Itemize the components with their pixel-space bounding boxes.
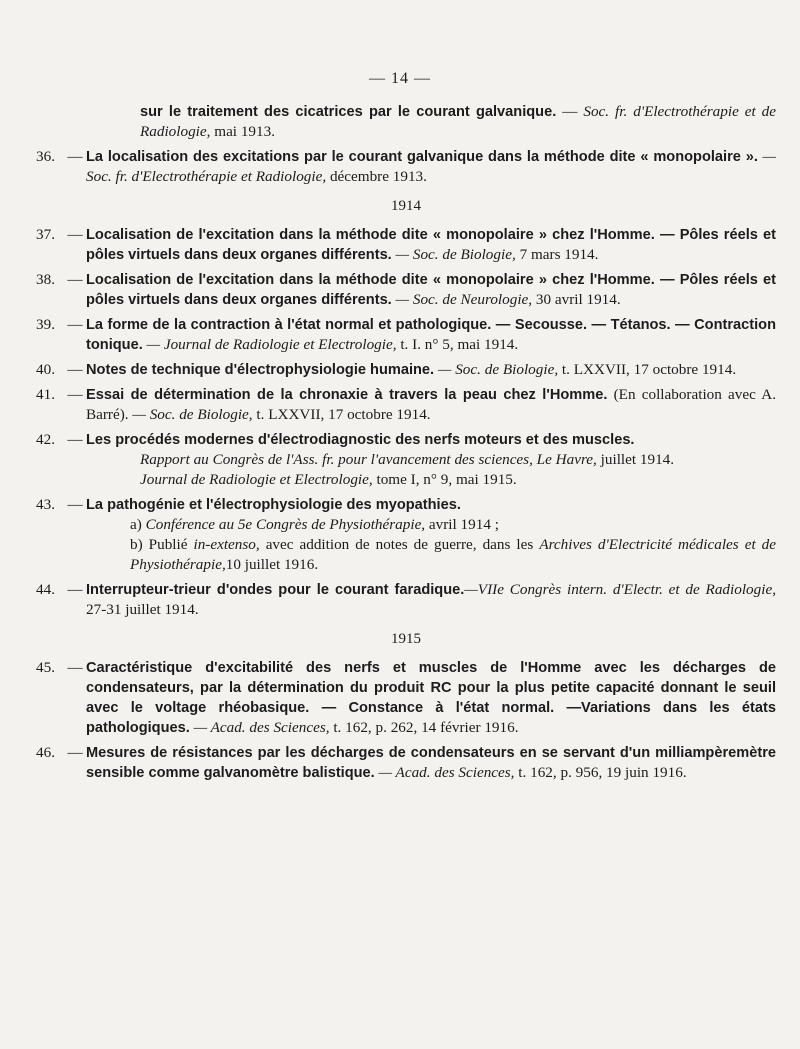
bibliography-list: [36, 102, 776, 788]
entry-collaboration: (En collaboration avec A. Barré).: [86, 386, 776, 423]
entry-37: 37. — Localisation de l'excitation dans la méthode dite « monopolaire » chez l'Homme. — Pôles réels et pôles virtuels dans deux organes différents. — Soc. de Biologie, 7 mars 1914.: [36, 226, 776, 263]
entry-title: Mesures de résistances par les décharges de condensateurs en se servant d'un milliampèremètre sensible comme galvanomètre balistique.: [86, 745, 776, 781]
year-heading-1915: 1915: [391, 631, 421, 647]
entry-date: t. LXXVII, 17 octobre 1914.: [252, 406, 431, 423]
entry-journal: — Acad. des Sciences,: [374, 764, 515, 781]
entry-journal: — Soc. de Biologie,: [391, 246, 516, 263]
page-number: — 14 —: [369, 70, 431, 87]
entry-title: sur le traitement des cicatrices par le courant galvanique.: [140, 104, 557, 120]
entry-date: 27-31 juillet 1914.: [86, 601, 199, 618]
entry-number: 39.: [36, 316, 55, 333]
entry-number: 38.: [36, 271, 55, 288]
entry-number: 37.: [36, 226, 55, 243]
entry-42: 42. — Les procédés modernes d'électrodiagnostic des nerfs moteurs et des muscles. Rapport au Congrès de l'Ass. fr. pour l'avancement des sciences, Le Havre, juillet 1914. Journal de Radiologie et Electrologie, tome I, n° 9, mai 1915.: [36, 430, 776, 490]
entry-item-b: b) Publié in-extenso, avec addition de notes de guerre, dans les Archives d'Electricité médicales et de Physiothérapie,10 juillet 1916.: [130, 536, 776, 573]
entry-44: 44. — Interrupteur-trieur d'ondes pour le courant faradique.—VIIe Congrès intern. d'Electr. et de Radiologie, 27-31 juillet 1914.: [36, 581, 776, 618]
entry-report-line: Rapport au Congrès de l'Ass. fr. pour l'avancement des sciences, Le Havre, juillet 1914.: [140, 451, 675, 468]
entry-number: 44.: [36, 581, 55, 598]
entry-date: décembre 1913.: [326, 168, 427, 185]
year-heading-1914: 1914: [391, 198, 421, 214]
entry-43: 43. — La pathogénie et l'électrophysiologie des myopathies. a) Conférence au 5e Congrès de Physiothérapie, avril 1914 ; b) Publié in-extenso, avec addition de notes de guerre, dans les Archives d'Electricité médicales et de Physiothérapie,10 juillet 1916.: [36, 496, 776, 573]
entry-journal: — Soc. de Biologie,: [128, 406, 253, 423]
entry-title: La localisation des excitations par le courant galvanique dans la méthode dite « monopolaire ».: [86, 149, 758, 165]
entry-title: Localisation de l'excitation dans la méthode dite « monopolaire » chez l'Homme. — Pôles réels et pôles virtuels dans deux organes différents.: [86, 272, 776, 308]
entry-title: Notes de technique d'électrophysiologie humaine.: [86, 362, 435, 378]
entry-number: 41.: [36, 386, 55, 403]
entry-35-continuation: sur le traitement des cicatrices par le courant galvanique. — Soc. fr. d'Electrothérapie et de Radiologie, mai 1913.: [140, 103, 777, 140]
entry-item-a: a) Conférence au 5e Congrès de Physiothérapie, avril 1914 ;: [130, 516, 499, 533]
entry-40: 40. — Notes de technique d'électrophysiologie humaine. — Soc. de Biologie, t. LXXVII, 17 octobre 1914.: [36, 361, 737, 378]
entry-title: Interrupteur-trieur d'ondes pour le courant faradique.: [86, 582, 465, 598]
entry-journal: — Soc. de Biologie,: [434, 361, 559, 378]
entry-date: t. I. n° 5, mai 1914.: [396, 336, 519, 353]
entry-title: Caractéristique d'excitabilité des nerfs et muscles de l'Homme avec les décharges de condensateurs, par la détermination du produit RC pour la plus petite capacité donnant le seuil avec le voltage rhéobasique. — Constance à l'état normal. —Variations dans les états pathologiques.: [86, 660, 776, 736]
entry-journal: — Journal de Radiologie et Electrologie,: [142, 336, 397, 353]
entry-journal: — Soc. fr. d'Electrothérapie et Radiologie,: [86, 148, 776, 185]
entry-journal: — Acad. des Sciences,: [189, 719, 330, 736]
entry-number: 40.: [36, 361, 55, 378]
entry-date: 7 mars 1914.: [515, 246, 599, 263]
entry-title: La pathogénie et l'électrophysiologie des myopathies.: [86, 497, 461, 513]
entry-46: 46. — Mesures de résistances par les décharges de condensateurs en se servant d'un milliampèremètre sensible comme galvanomètre balistique. — Acad. des Sciences, t. 162, p. 956, 19 juin 1916.: [36, 744, 776, 781]
entry-title: Essai de détermination de la chronaxie à travers la peau chez l'Homme.: [86, 387, 608, 403]
entry-39: 39. — La forme de la contraction à l'état normal et pathologique. — Secousse. — Tétanos. — Contraction tonique. — Journal de Radiologie et Electrologie, t. I. n° 5, mai 1914.: [36, 316, 776, 353]
entry-date: 30 avril 1914.: [532, 291, 621, 308]
entry-38: 38. — Localisation de l'excitation dans la méthode dite « monopolaire » chez l'Homme. — Pôles réels et pôles virtuels dans deux organes différents. — Soc. de Neurologie, 30 avril 1914.: [36, 271, 776, 308]
entry-36: 36. — La localisation des excitations par le courant galvanique dans la méthode dite « monopolaire ». — Soc. fr. d'Electrothérapie et Radiologie, décembre 1913.: [36, 148, 776, 185]
entry-journal: Soc. fr. d'Electrothérapie et de Radiologie,: [140, 103, 777, 140]
entry-date: t. 162, p. 262, 14 février 1916.: [329, 719, 519, 736]
entry-number: 36.: [36, 148, 55, 165]
entry-title: Les procédés modernes d'électrodiagnostic des nerfs moteurs et des muscles.: [86, 432, 635, 448]
entry-journal: — Soc. de Neurologie,: [391, 291, 533, 308]
entry-journal-line: Journal de Radiologie et Electrologie, tome I, n° 9, mai 1915.: [140, 471, 517, 488]
entry-number: 42.: [36, 431, 55, 448]
entry-number: 46.: [36, 744, 55, 761]
entry-45: 45. — Caractéristique d'excitabilité des nerfs et muscles de l'Homme avec les décharges de condensateurs, par la détermination du produit RC pour la plus petite capacité donnant le seuil avec le voltage rhéobasique. — Constance à l'état normal. —Variations dans les états pathologiques. — Acad. des Sciences, t. 162, p. 262, 14 février 1916.: [36, 659, 776, 736]
entry-41: 41. — Essai de détermination de la chronaxie à travers la peau chez l'Homme. (En collaboration avec A. Barré). — Soc. de Biologie, t. LXXVII, 17 octobre 1914.: [36, 386, 776, 423]
entry-title: Localisation de l'excitation dans la méthode dite « monopolaire » chez l'Homme. — Pôles réels et pôles virtuels dans deux organes différents.: [86, 227, 776, 263]
entry-date: t. LXXVII, 17 octobre 1914.: [558, 361, 737, 378]
entry-title: La forme de la contraction à l'état normal et pathologique. — Secousse. — Tétanos. — Contraction tonique.: [86, 317, 776, 353]
entry-date: mai 1913.: [210, 123, 275, 140]
entry-number: 43.: [36, 496, 55, 513]
entry-journal: —VIIe Congrès intern. d'Electr. et de Radiologie,: [464, 581, 776, 598]
entry-number: 45.: [36, 659, 55, 676]
entry-date: t. 162, p. 956, 19 juin 1916.: [514, 764, 687, 781]
